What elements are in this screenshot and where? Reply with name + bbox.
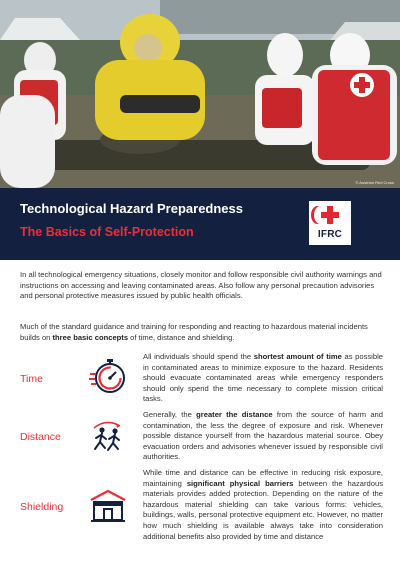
- concept-label-time: Time: [20, 373, 43, 385]
- concept-label-shielding: Shielding: [20, 501, 64, 513]
- photo-credit: © Austrian Red Cross: [355, 180, 394, 185]
- stopwatch-icon: [88, 356, 128, 396]
- intro-paragraph-2: Much of the standard guidance and training for responding and reacting to hazardous material incidents builds on three basic concepts of time, distance and shielding.: [20, 322, 368, 342]
- header-photo: [0, 0, 400, 188]
- page-subtitle: The Basics of Self-Protection: [20, 225, 194, 239]
- ifrc-logo: [309, 201, 351, 245]
- intro-emphasis: three basic concepts: [52, 332, 129, 342]
- concept-label-distance: Distance: [20, 431, 61, 443]
- concept-text-shielding: While time and distance can be effective in reducing risk exposure, maintaining significant physical barriers between the hazardous materials provides added protection. Depending on the nature of the hazardous material shielding can take various forms: vehicles, buildings, walls, personal protective equipment etc. However, no matter how much shielding is available always take into consideration additional benefits also provided by time and distance: [143, 468, 384, 541]
- logo-text: IFRC: [317, 229, 343, 240]
- intro-paragraph-1: In all technological emergency situations, closely monitor and follow responsible civil authority warnings and instructions on accessing and leaving contaminated areas. Also follow any personal precaution advisories and personal protective measures issued by public health officials.: [20, 270, 382, 301]
- responders-scene-image: [0, 0, 400, 188]
- shelter-icon: [88, 486, 128, 526]
- running-people-icon: [88, 416, 128, 456]
- concept-text-time: All individuals should spend the shortest amount of time as possible in contaminated areas to minimize exposure to the hazard. Residents should evacuate contaminated areas while emergency responders should only spend the time necessary to complete mission critical tasks.: [143, 352, 383, 404]
- concept-text-distance: Generally, the greater the distance from the source of harm and contamination, the less the degree of exposure and risk. Whenever possible distance yourself from the hazardous material source. Obey evacuation orders and advisories whenever issued by responsible civil authorities.: [143, 410, 383, 462]
- page-title: Technological Hazard Preparedness: [20, 201, 243, 216]
